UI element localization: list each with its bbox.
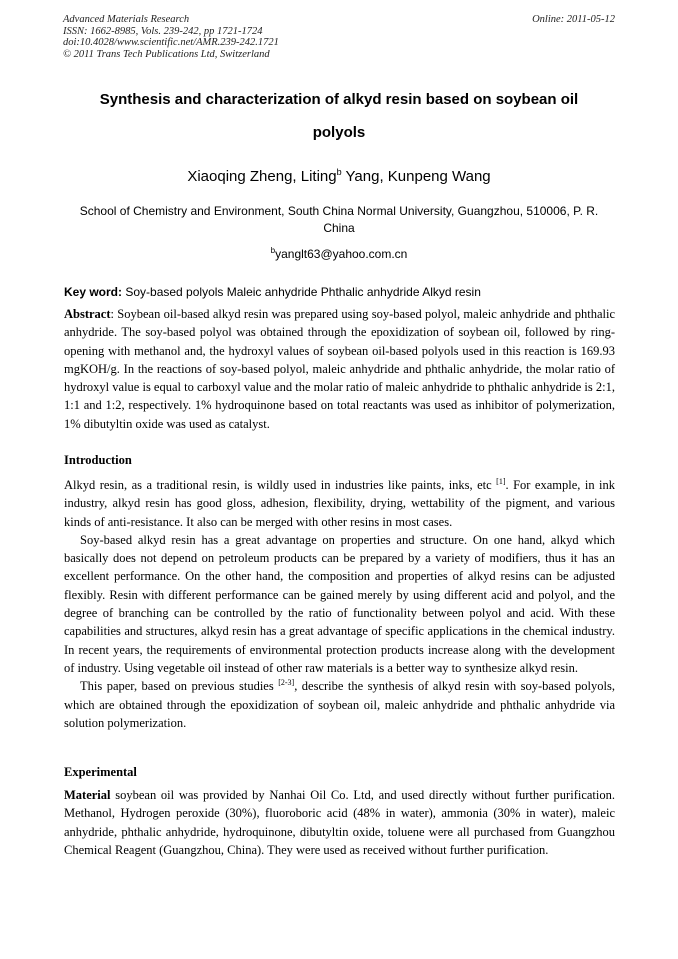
- intro-paragraph-2: Soy-based alkyd resin has a great advantage on properties and structure. On one hand, alkyd which basically does not depend on petroleum products can be prepared by a variety of modifiers, thus it has an excellent performance. On the other hand, the composition and properties of alkyd resins can be adjusted flexibly. Resin with different performance can be gained merely by using different acid and polyol, and the degree of branching can be controlled by the ratio of functionality between polyol and acid. With these capabilities and structures, alkyd resin has a great advantage of specific applications in the chemical industry. In recent years, the requirements of environmental protection products increase along with the development of industry. Using vegetable oil instead of other raw materials is a better way to synthesize alkyd resin.: [64, 532, 615, 675]
- journal-header: [63, 14, 615, 60]
- intro-p1-text-a: Alkyd resin, as a traditional resin, is wildly used in industries like paints, inks, etc: [64, 478, 497, 492]
- keywords-label: Key word:: [64, 285, 123, 299]
- intro-paragraph-1: [64, 476, 615, 531]
- doi-line: doi:10.4028/www.scientific.net/AMR.239-242.1721: [63, 37, 279, 48]
- copyright-line: © 2011 Trans Tech Publications Ltd, Switzerland: [63, 48, 270, 60]
- paper-title-line-2: polyols: [312, 124, 366, 141]
- introduction-section: [64, 476, 615, 732]
- authors-part-1: Xiaoqing Zheng, Liting: [187, 168, 337, 185]
- authors-part-2: Yang, Kunpeng Wang: [341, 168, 491, 185]
- material-label: Material: [64, 788, 111, 802]
- intro-p3-text-b: , describe the synthesis of alkyd resin with soy-based polyols, which are obtained through the epoxidization of soybean oil, maleic anhydride and phthalic anhydride via solution polymerization.: [64, 679, 615, 730]
- intro-p1-text-b: . For example, in ink industry, alkyd resin has good gloss, adhesion, flexibility, drying, wettability of the pigment, and various kinds of anti-resistance. It also can be merged with other resins in most cases.: [64, 478, 616, 529]
- email-address: yanglt63@yahoo.com.cn: [275, 247, 408, 261]
- introduction-heading: Introduction: [64, 453, 132, 467]
- citation-1: [1]: [496, 477, 506, 486]
- affiliation-line-2: China: [323, 221, 355, 235]
- author-email: [40, 246, 638, 261]
- abstract: [64, 305, 615, 433]
- online-date: Online: 2011-05-12: [532, 14, 615, 25]
- authors: [40, 167, 638, 185]
- issn-line: ISSN: 1662-8985, Vols. 239-242, pp 1721-1724: [63, 25, 263, 37]
- experimental-heading: Experimental: [64, 765, 137, 779]
- material-text: soybean oil was provided by Nanhai Oil Co. Ltd, and used directly without further purification. Methanol, Hydrogen peroxide (30%), fluoroboric acid (48% in water), ammonia (30% in water), maleic anhydride, phthalic anhydride, hydroquinone, dibutyltin oxide, toluene were all purchased from Guangzhou Chemical Reagent (Guangzhou, China). They were used as received without further purification.: [64, 788, 615, 857]
- intro-p3-text-a: This paper, based on previous studies: [80, 679, 279, 694]
- affiliation: [63, 203, 615, 237]
- citation-2-3: [2-3]: [278, 678, 295, 688]
- experimental-section: [64, 786, 615, 859]
- keywords: [64, 285, 616, 299]
- affiliation-line-1: School of Chemistry and Environment, South China Normal University, Guangzhou, 510006, P. R.: [79, 204, 599, 218]
- abstract-text: : Soybean oil-based alkyd resin was prepared using soy-based polyol, maleic anhydride and phthalic anhydride. The soy-based polyol was obtained through the epoxidization of soybean oil, followed by ring-opening with methanol and, the hydroxyl values of soybean oil-based polyols used in this reaction is 169.93 mgKOH/g. In the reactions of soy-based polyol, maleic anhydride and phthalic anhydride, the molar ratio of hydroxyl value is equal to carboxyl value and the molar ratio of maleic anhydride to phthalic anhydride is 2:1, 1:1 and 1:2, respectively. 1% hydroquinone based on total reactants was used as inhibitor of polymerization, 1% dibutyltin oxide was used as catalyst.: [64, 307, 615, 431]
- journal-name: Advanced Materials Research: [63, 14, 190, 25]
- intro-paragraph-3: [64, 677, 615, 732]
- paper-title-line-1: Synthesis and characterization of alkyd resin based on soybean oil: [99, 91, 579, 108]
- author-superscript: b: [336, 167, 342, 177]
- email-superscript: b: [270, 246, 276, 255]
- abstract-label: Abstract: [64, 307, 111, 321]
- keywords-text: Soy-based polyols Maleic anhydride Phthalic anhydride Alkyd resin: [122, 285, 481, 299]
